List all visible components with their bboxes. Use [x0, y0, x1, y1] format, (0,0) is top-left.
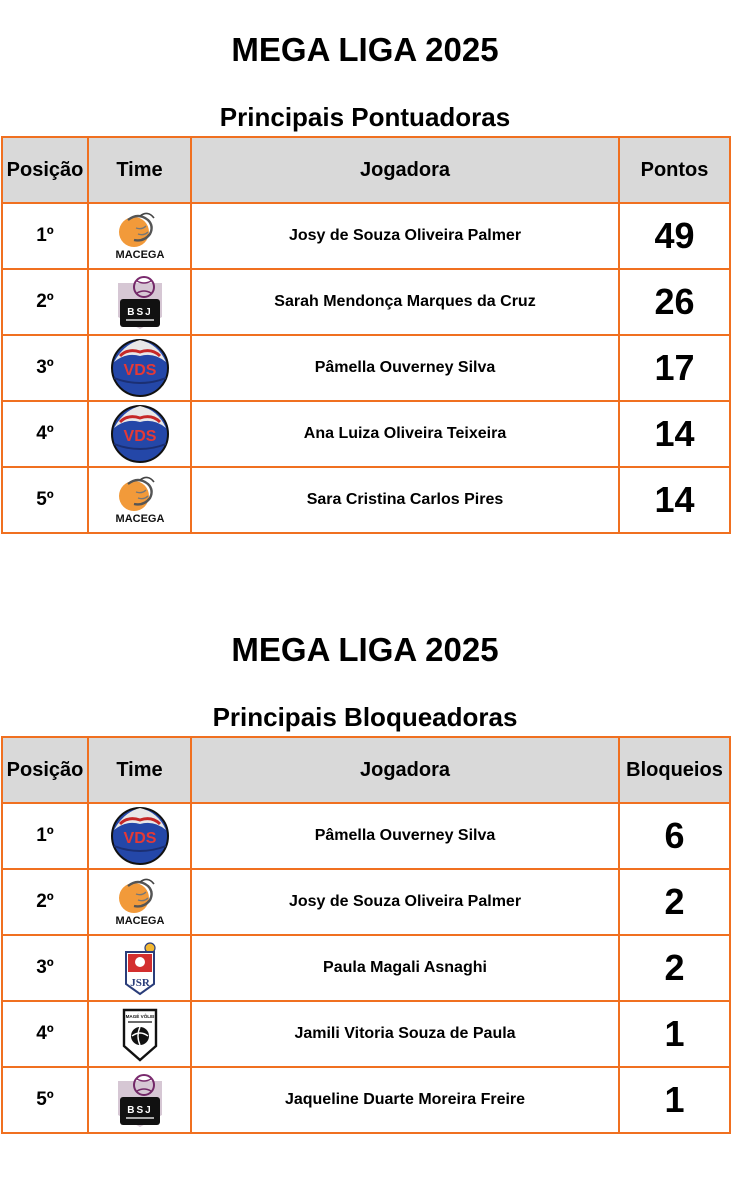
stat-value: 14: [619, 401, 730, 467]
position-cell: 2º: [2, 869, 88, 935]
table-row: [2, 335, 730, 401]
table-row: [2, 869, 730, 935]
header-position: Posição: [2, 737, 88, 803]
position-cell: 4º: [2, 401, 88, 467]
position-cell: 3º: [2, 935, 88, 1001]
blockers-subtitle: Principais Bloqueadoras: [212, 702, 518, 732]
svg-text:BSJ: BSJ: [126, 1105, 153, 1116]
position-cell: 4º: [2, 1001, 88, 1067]
vds-logo: [89, 404, 190, 464]
stat-value: 2: [619, 935, 730, 1001]
position-cell: 5º: [2, 467, 88, 533]
table-row: [2, 401, 730, 467]
table-row: [2, 1067, 730, 1133]
position-cell: 5º: [2, 1067, 88, 1133]
stat-value: 1: [619, 1001, 730, 1067]
position-cell: 1º: [2, 803, 88, 869]
league-title: MEGA LIGA 2025: [231, 631, 499, 668]
team-cell: [88, 1067, 191, 1133]
stat-value: 26: [619, 269, 730, 335]
blockers-table: [1, 736, 731, 1134]
table-row: [2, 467, 730, 533]
macega-logo: [89, 472, 190, 528]
bsj-logo: [89, 1071, 190, 1129]
team-cell: [88, 203, 191, 269]
header-value: Pontos: [619, 137, 730, 203]
bsj-logo: [89, 273, 190, 331]
svg-text:JSR: JSR: [129, 977, 150, 989]
player-name: Jamili Vitoria Souza de Paula: [191, 1001, 619, 1067]
team-cell: [88, 269, 191, 335]
header-player: Jogadora: [191, 737, 619, 803]
position-cell: 3º: [2, 335, 88, 401]
player-name: Ana Luiza Oliveira Teixeira: [191, 401, 619, 467]
scorers-subtitle: Principais Pontuadoras: [219, 102, 511, 132]
table-header-row: [2, 137, 730, 203]
team-cell: [88, 401, 191, 467]
stat-value: 2: [619, 869, 730, 935]
svg-text:BSJ: BSJ: [126, 307, 153, 318]
player-name: Pâmella Ouverney Silva: [191, 335, 619, 401]
macega-logo: [89, 208, 190, 264]
stat-value: 1: [619, 1067, 730, 1133]
vds-logo: [89, 338, 190, 398]
header-value: Bloqueios: [619, 737, 730, 803]
team-cell: [88, 467, 191, 533]
svg-text:MACEGA: MACEGA: [115, 249, 164, 261]
svg-text:VDS: VDS: [123, 362, 156, 379]
macega-logo: [89, 874, 190, 930]
table-header-row: [2, 737, 730, 803]
player-name: Pâmella Ouverney Silva: [191, 803, 619, 869]
svg-text:VDS: VDS: [123, 830, 156, 847]
team-cell: [88, 1001, 191, 1067]
header-player: Jogadora: [191, 137, 619, 203]
vds-logo: [89, 806, 190, 866]
player-name: Paula Magali Asnaghi: [191, 935, 619, 1001]
position-cell: 1º: [2, 203, 88, 269]
table-row: [2, 203, 730, 269]
table-row: [2, 269, 730, 335]
table-row: [2, 935, 730, 1001]
player-name: Sara Cristina Carlos Pires: [191, 467, 619, 533]
jsr-logo: [89, 940, 190, 996]
team-cell: [88, 935, 191, 1001]
position-cell: 2º: [2, 269, 88, 335]
table-row: [2, 803, 730, 869]
header-team: Time: [88, 737, 191, 803]
svg-text:MACEGA: MACEGA: [115, 513, 164, 525]
team-cell: [88, 803, 191, 869]
team-cell: [88, 335, 191, 401]
league-title: MEGA LIGA 2025: [231, 31, 499, 68]
player-name: Josy de Souza Oliveira Palmer: [191, 203, 619, 269]
stat-value: 14: [619, 467, 730, 533]
stat-value: 6: [619, 803, 730, 869]
player-name: Jaqueline Duarte Moreira Freire: [191, 1067, 619, 1133]
header-position: Posição: [2, 137, 88, 203]
team-cell: [88, 869, 191, 935]
header-team: Time: [88, 137, 191, 203]
scorers-table: [1, 136, 731, 534]
table-row: [2, 1001, 730, 1067]
player-name: Sarah Mendonça Marques da Cruz: [191, 269, 619, 335]
svg-text:MACEGA: MACEGA: [115, 915, 164, 927]
stat-value: 49: [619, 203, 730, 269]
svg-text:VDS: VDS: [123, 428, 156, 445]
svg-text:MAGÉ VÔLEI: MAGÉ VÔLEI: [125, 1014, 154, 1019]
mage-volei-logo: [89, 1006, 190, 1062]
stat-value: 17: [619, 335, 730, 401]
player-name: Josy de Souza Oliveira Palmer: [191, 869, 619, 935]
